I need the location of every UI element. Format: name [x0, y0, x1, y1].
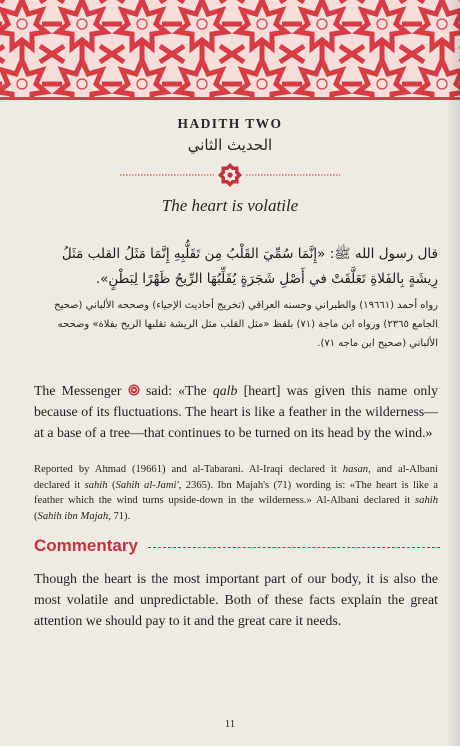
- ref-text: (: [111, 479, 116, 491]
- ref-text: , 2365). Ibn Majah's (71) wording is: «The heart is like a feather which the wind turns upside-down in the wilderness.» Al-Albani declared it: [34, 479, 438, 506]
- hadith-title: HADITH TWO: [177, 116, 283, 131]
- ref-term: hasan: [342, 464, 369, 475]
- geometric-header-pattern: [0, 0, 460, 100]
- page-number: 11: [224, 718, 236, 730]
- ref-text: , and al-Albani declared it: [34, 464, 438, 491]
- ref-term: sahih: [415, 495, 438, 506]
- ref-source: Sahih ibn Majah: [37, 510, 109, 522]
- commentary-heading: Commentary: [34, 536, 138, 555]
- ref-term: sahih: [84, 479, 108, 491]
- translation-rest: [heart] was given this name only because of its fluctuations. The heart is like a feather in the wilderness—at a base of a tree—that continues to be turned on its head by the wind.»: [34, 383, 439, 440]
- translation-lead: The Messenger: [34, 383, 122, 398]
- hadith-arabic-text: قال رسول الله ﷺ: «إِنَّمَا سُمِّيَ القَلْبُ مِن تَقَلُّبِهِ إِنَّمَا مَثَلُ القلب مَثَلُ رِيشَةٍ بِالفَلاةِ تَعَلَّقَتْ في أَصْلِ شَجَرَةٍ يُقَلِّبُهَا الرِّيحُ ظَهْرًا لِبَطْنٍ».: [61, 246, 438, 287]
- star-ornament-icon: [218, 163, 242, 187]
- ref-text: Reported by Ahmad (19661) and al-Tabarani. Al-Iraqi declared it: [34, 464, 337, 475]
- page-edge-shadow: [446, 0, 460, 746]
- translation-said: said: «The: [145, 383, 207, 398]
- ref-text: , 71).: [108, 510, 131, 522]
- ref-text: (: [34, 510, 38, 522]
- hadith-title-arabic: الحديث الثاني: [187, 136, 273, 154]
- reference-arabic: رواه أحمد (١٩٦٦١) والطبراني وحسنه العراقي (تخريج أحاديث الإحياء) وصححه الألباني (صحيح الجامع ٢٣٦٥) ورواه ابن ماجة (٧١) بلفظ «مثل القلب مثل الريشة تقلبها الريح بفلاة» وصححه الألباني (صحيح ابن ماجه ٧١).: [54, 300, 438, 349]
- salawat-icon: [128, 384, 140, 396]
- star-ornament-divider: [120, 162, 340, 188]
- ref-source: Sahih al-Jami': [115, 479, 179, 491]
- reference-english: [34, 462, 438, 524]
- hadith-translation: [34, 380, 438, 443]
- hadith-subtitle: The heart is volatile: [161, 196, 299, 215]
- commentary-body: Though the heart is the most important part of our body, it is also the most volatile and unpredictable. Both of these facts explain the great attention we should pay to it and the great care it needs.: [34, 571, 438, 628]
- commentary-divider: [148, 547, 440, 548]
- translation-term: qalb: [212, 383, 238, 398]
